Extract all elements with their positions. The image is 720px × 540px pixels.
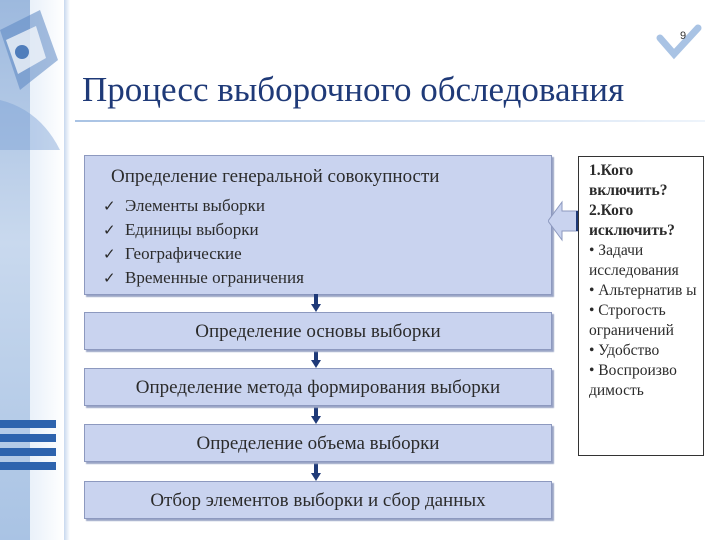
step-sampling-frame: Определение основы выборки [84,312,552,350]
question-include: 1.Кого включить? [589,162,668,199]
criteria-item: • Строгость ограничений [589,302,674,339]
decor-stripes [0,420,56,480]
down-arrow-icon [311,294,321,312]
criteria-box [578,156,704,456]
page-number: 9 [680,30,687,42]
list-item [103,218,304,242]
down-arrow-icon [311,463,321,481]
list-item-label: Элементы выборки [125,196,265,215]
list-item-label: Географические [125,244,242,263]
population-heading: Определение генеральной совокупности [111,166,440,187]
check-icon: ✓ [103,269,116,287]
list-item [103,242,304,266]
criteria-item: • Альтернатив ы [589,282,697,299]
checkmark-corner-icon [654,24,702,64]
criteria-item: • Задачи исследования [589,242,679,279]
step-sampling-method: Определение метода формирования выборки [84,368,552,406]
list-item-label: Временные ограничения [125,268,304,287]
population-list [103,194,304,290]
title-underline [75,120,705,122]
list-item [103,194,304,218]
left-block-arrow-icon [548,198,582,244]
list-item [103,266,304,290]
left-decor-line [64,0,70,540]
down-arrow-icon [311,406,321,424]
corner-logo-icon [0,0,64,150]
check-icon: ✓ [103,245,116,263]
check-icon: ✓ [103,197,116,215]
criteria-item: • Воспроизво димость [589,362,677,399]
slide-title: Процесс выборочного обследования [82,70,625,109]
criteria-item: • Удобство [589,342,660,359]
check-icon: ✓ [103,221,116,239]
step-sample-size: Определение объема выборки [84,424,552,462]
population-box [84,155,552,295]
down-arrow-icon [311,350,321,368]
list-item-label: Единицы выборки [125,220,259,239]
step-data-collection: Отбор элементов выборки и сбор данных [84,481,552,519]
question-exclude: 2.Кого исключить? [589,202,675,239]
